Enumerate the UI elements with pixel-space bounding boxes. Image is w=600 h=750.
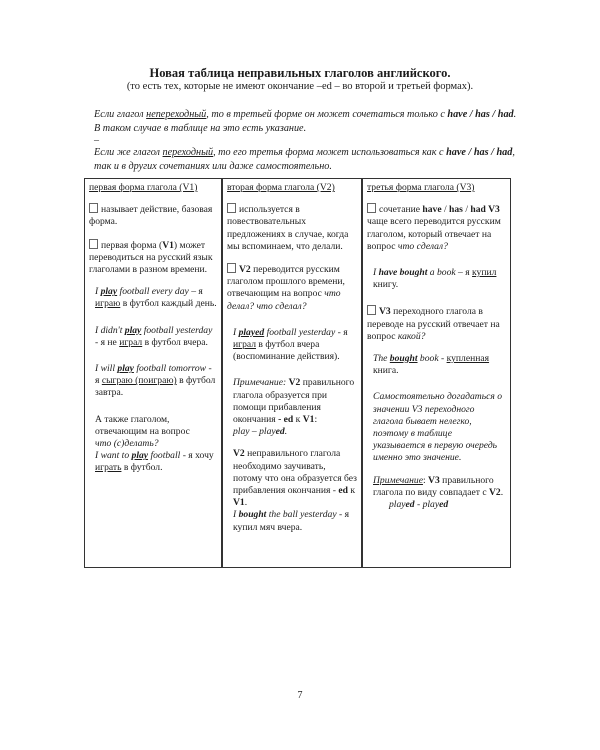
v3-note-example	[367, 499, 506, 511]
text: .	[284, 426, 288, 438]
checkbox-icon	[367, 305, 376, 315]
column-header: вторая форма глагола (V2)	[227, 182, 335, 193]
text: I	[373, 267, 379, 279]
page-subtitle: (то есть тех, которые не имеют окончание –ed – во второй и третьей формах).	[126, 81, 474, 92]
page-number: 7	[297, 690, 303, 701]
text: V2	[489, 486, 501, 498]
text: в футбол каждый день.	[120, 298, 217, 310]
text: I want to	[95, 450, 132, 462]
text: /	[441, 204, 450, 216]
text: в футбол.	[121, 462, 163, 474]
page-title: Новая таблица неправильных глаголов английского.	[149, 66, 451, 80]
verb: bought	[389, 353, 418, 365]
verb: play	[117, 363, 134, 375]
text: чаще всего переводится русским глаголом, который отвечает на вопрос	[367, 216, 501, 252]
text: V3	[379, 306, 391, 318]
checkbox-icon	[367, 203, 376, 213]
translation: играл	[119, 336, 143, 348]
verb: bought	[238, 509, 267, 521]
text: play – play	[233, 426, 276, 438]
text: называет действие, базовая форма.	[89, 204, 213, 228]
verb: played	[238, 326, 265, 338]
checkbox-icon	[227, 263, 236, 273]
text: :	[314, 414, 318, 426]
translation: купленная	[446, 353, 490, 365]
text: ed	[338, 485, 348, 497]
note-term: переходный	[162, 147, 214, 158]
text: V1	[233, 497, 245, 509]
question: какой?	[397, 330, 426, 342]
intransitive-note	[94, 108, 522, 135]
text: - я купил мяч вчера.	[233, 509, 349, 533]
text: football yesterday	[264, 326, 336, 338]
v3-guess-note: Самостоятельно догадаться о значении V3 переходного глагола бывает нелегко, поэтому в таблице указывается в первую очередь именно это значение.	[373, 391, 502, 464]
text: ) может переводиться на русский язык глаголами в разном времени.	[89, 239, 213, 276]
text: .	[244, 497, 248, 509]
example-4	[89, 450, 217, 474]
question: что сделал?	[397, 240, 448, 252]
note-text: , так и в других сочетаниях или даже самостоятельно.	[94, 147, 515, 172]
text: книгу.	[373, 279, 399, 291]
text: I	[233, 326, 239, 338]
example-3	[89, 363, 217, 400]
text: I	[95, 286, 101, 298]
verb-forms-table	[84, 178, 511, 568]
text: к	[293, 414, 303, 426]
note-text: Если глагол	[94, 109, 147, 120]
example-2	[227, 509, 357, 533]
note-bold: have / has / had	[446, 147, 513, 158]
text: – я	[455, 267, 473, 279]
example-1	[367, 267, 506, 291]
translation: играю	[95, 298, 121, 310]
text: Примечание	[373, 474, 423, 486]
note-term: непереходный	[146, 109, 207, 120]
verb: play	[100, 286, 118, 298]
text: I will	[95, 363, 118, 375]
v2-note	[227, 377, 357, 438]
text: V1	[162, 239, 174, 251]
text: V2	[288, 377, 301, 389]
text: в футбол завтра.	[95, 375, 216, 399]
column-header: третья форма глагола (V3)	[367, 182, 475, 193]
column-v3	[363, 179, 510, 567]
text: ed	[439, 499, 449, 511]
translation: купил	[472, 267, 497, 279]
text: - play	[414, 499, 440, 511]
example-1	[227, 327, 357, 364]
text: I	[233, 509, 239, 521]
text: have	[422, 204, 442, 216]
note-text: Если же глагол	[94, 147, 163, 158]
v3-translation	[367, 305, 506, 343]
text: .	[500, 486, 504, 498]
text: football yesterday	[141, 324, 213, 336]
text: ed	[275, 426, 285, 438]
v1-translation	[89, 239, 217, 277]
text: :	[422, 474, 429, 486]
checkbox-icon	[89, 239, 98, 249]
column-v1	[85, 179, 223, 567]
text: - я	[335, 326, 348, 338]
note-text: , то его третья форма может использоваться как с	[213, 147, 447, 158]
verb: have bought	[378, 267, 428, 279]
text: неправильного глагола необходимо заучивать, потому что она образуется без прибавления окончания -	[233, 448, 357, 497]
text: V2	[239, 264, 251, 276]
note-text: , то в третьей форме он может сочетаться только с	[206, 109, 448, 120]
text: переводится русским глаголом прошлого времени, отвечающим на вопрос	[227, 264, 345, 300]
text: - я не	[95, 336, 120, 348]
text: переходного глагола в переводе на русский отвечает на вопрос	[367, 306, 500, 342]
translation: сыграю (поиграю)	[101, 375, 177, 387]
text: ed	[405, 499, 415, 511]
v2-usage	[227, 203, 357, 253]
text: в футбол вчера (воспоминание действия).	[233, 339, 340, 363]
column-header: первая форма глагола (V1)	[89, 182, 198, 193]
text: I didn't	[95, 324, 125, 336]
text: – я	[188, 286, 203, 298]
text: football tomorrow	[133, 363, 207, 375]
verb: play	[124, 324, 142, 336]
text: football every day	[117, 286, 189, 298]
text: The	[373, 353, 390, 365]
text: правильного глагола образуется при помощи прибавления окончания	[233, 377, 355, 426]
text: /	[462, 204, 471, 216]
text: V3	[428, 474, 440, 486]
text: play	[389, 499, 406, 511]
v2-translation	[227, 263, 357, 313]
text: book	[417, 353, 439, 365]
text: football	[148, 450, 181, 462]
v2-irregular	[227, 448, 357, 509]
text: правильного глагола по виду совпадает с	[373, 474, 494, 498]
text: V2	[233, 448, 245, 460]
text: сочетание	[379, 204, 423, 216]
text: - я	[95, 363, 212, 387]
note-bold: have / has / had	[447, 109, 514, 120]
note-dash: –	[94, 135, 99, 146]
note-text: . В таком случае в таблице на это есть указание.	[94, 109, 517, 134]
verb: play	[131, 450, 149, 462]
text: has	[449, 204, 463, 216]
checkbox-icon	[89, 203, 98, 213]
text: V1	[302, 414, 315, 426]
example-2	[367, 353, 506, 377]
example-1	[89, 286, 217, 310]
text: the ball yesterday	[266, 509, 337, 521]
checkbox-icon	[227, 203, 236, 213]
question: что (с)делать?	[95, 438, 159, 450]
text: had V3	[470, 204, 500, 216]
text: используется в повествовательных предложениях в случае, когда мы вспоминаем, что делали.	[227, 204, 349, 252]
text: Примечание:	[233, 377, 289, 389]
text: a book	[427, 267, 456, 279]
v1-question	[89, 414, 217, 451]
text: к	[347, 485, 356, 497]
text: в футбол вчера.	[142, 336, 208, 348]
text: - я хочу	[180, 450, 214, 462]
v3-combination	[367, 203, 506, 253]
v1-description	[89, 203, 217, 228]
column-v2	[223, 179, 363, 567]
text: - ed	[278, 414, 294, 426]
text: книга.	[373, 365, 399, 377]
transitive-note	[94, 146, 522, 173]
text: первая форма (	[101, 239, 163, 251]
example-2	[89, 325, 217, 349]
question: что делал? что сделал?	[227, 288, 341, 312]
text: А также глаголом, отвечающим на вопрос	[95, 413, 190, 437]
translation: играть	[95, 462, 122, 474]
text: -	[438, 353, 447, 365]
translation: играл	[233, 339, 256, 351]
v3-note	[367, 475, 506, 499]
